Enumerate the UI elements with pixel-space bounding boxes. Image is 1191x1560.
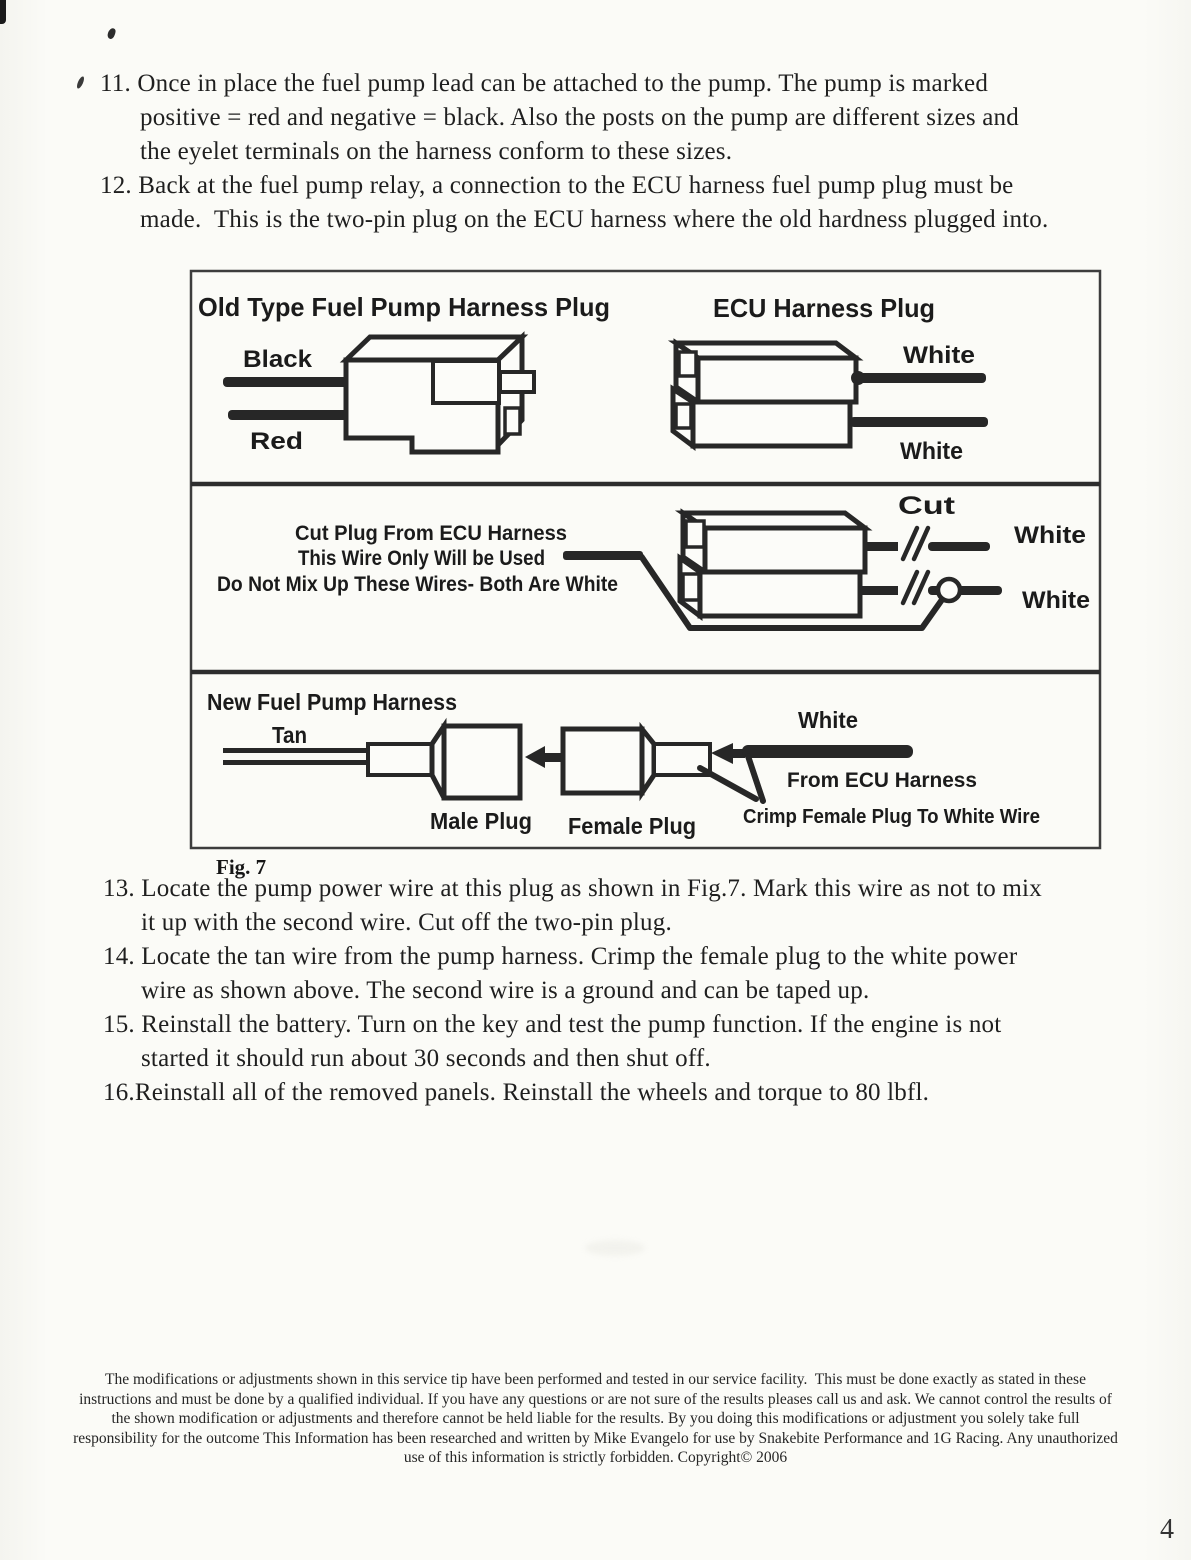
step-11-line-2: positive = red and negative = black. Also the posts on the pump are different sizes and xyxy=(140,104,1019,131)
arrow-left-1 xyxy=(525,746,545,768)
footer-disclaimer-line-1: The modifications or adjustments shown in this service tip have been performed and tested in our service facility. This must be done exactly as stated in these xyxy=(105,1371,1086,1388)
arrow-left-2 xyxy=(711,743,733,764)
male-plug-shape xyxy=(444,726,520,798)
red-wire-label: Red xyxy=(250,428,303,455)
step-15-line-1: 15. Reinstall the battery. Turn on the key and test the pump function. If the engine is not xyxy=(103,1011,1002,1038)
ecu-plug-title: ECU Harness Plug xyxy=(713,293,935,323)
footer-disclaimer-line-3: the shown modification or adjustments and therefore cannot be held liable for the results. By you doing this modifications or adjustment you solely take full xyxy=(111,1410,1080,1427)
male-plug-label: Male Plug xyxy=(430,808,532,834)
black-wire xyxy=(223,377,349,387)
white-label-mid-2: White xyxy=(1022,587,1090,614)
tan-wire-label: Tan xyxy=(272,722,307,748)
crimp-pointer xyxy=(700,768,756,799)
wire-marker-ring xyxy=(938,579,960,601)
cut-label: Cut xyxy=(898,492,956,520)
black-wire-label: Black xyxy=(243,346,313,373)
new-harness-title: New Fuel Pump Harness xyxy=(207,689,457,715)
step-16-line-1: 16.Reinstall all of the removed panels. Reinstall the wheels and torque to 80 lbfl. xyxy=(103,1079,930,1106)
page-number: 4 xyxy=(1160,1514,1174,1545)
crimp-label: Crimp Female Plug To White Wire xyxy=(743,806,1040,828)
white-label-bottom: White xyxy=(798,707,858,733)
annotation-line-2: This Wire Only Will be Used xyxy=(298,547,545,570)
step-13-line-1: 13. Locate the pump power wire at this plug as shown in Fig.7. Mark this wire as not to mix xyxy=(103,875,1042,902)
footer-disclaimer-line-2: instructions and must be done by a qualified individual. If you have any questions or are not sure of the results pleases call us and ask. We cannot control the results of xyxy=(79,1391,1112,1408)
red-wire xyxy=(228,410,349,420)
ecu-plug-cut-drawing xyxy=(563,513,1002,628)
white-label-top-2: White xyxy=(900,438,963,465)
from-ecu-label: From ECU Harness xyxy=(787,769,977,792)
footer-disclaimer-line-5: use of this information is strictly forbidden. Copyright© 2006 xyxy=(403,1449,788,1466)
footer-disclaimer-line-4: responsibility for the outcome This Information has been researched and written by Mike Evangelo for use by Snakebite Performance and 1G Racing. Any unauthorized xyxy=(73,1430,1118,1447)
annotation-line-3: Do Not Mix Up These Wires- Both Are White xyxy=(217,573,618,596)
annotation-dash xyxy=(563,551,643,560)
annotation-line-1: Cut Plug From ECU Harness xyxy=(295,522,567,545)
step-12-line-1: 12. Back at the fuel pump relay, a connection to the ECU harness fuel pump plug must be xyxy=(100,172,1014,199)
step-11-line-1: 11. Once in place the fuel pump lead can be attached to the pump. The pump is marked xyxy=(100,70,989,97)
female-plug-label: Female Plug xyxy=(568,813,696,839)
step-14-line-2: wire as shown above. The second wire is a ground and can be taped up. xyxy=(141,977,870,1004)
figure-caption: Fig. 7 xyxy=(216,855,267,879)
step-14-line-1: 14. Locate the tan wire from the pump harness. Crimp the female plug to the white power xyxy=(103,943,1018,970)
old-plug-title: Old Type Fuel Pump Harness Plug xyxy=(198,292,610,322)
step-13-line-2: it up with the second wire. Cut off the two-pin plug. xyxy=(141,909,672,936)
female-plug-shape xyxy=(563,729,642,793)
tan-wire xyxy=(223,748,373,753)
white-wire-bottom xyxy=(850,417,988,427)
white-wire-top xyxy=(856,373,986,383)
step-11-line-3: the eyelet terminals on the harness conform to these sizes. xyxy=(140,138,733,165)
white-label-top-1: White xyxy=(903,342,975,369)
step-12-line-2: made. This is the two-pin plug on the ECU harness where the old hardness plugged into. xyxy=(140,206,1049,233)
white-label-mid-1: White xyxy=(1014,522,1086,549)
step-15-line-2: started it should run about 30 seconds and then shut off. xyxy=(141,1045,711,1072)
white-power-wire xyxy=(742,745,913,758)
